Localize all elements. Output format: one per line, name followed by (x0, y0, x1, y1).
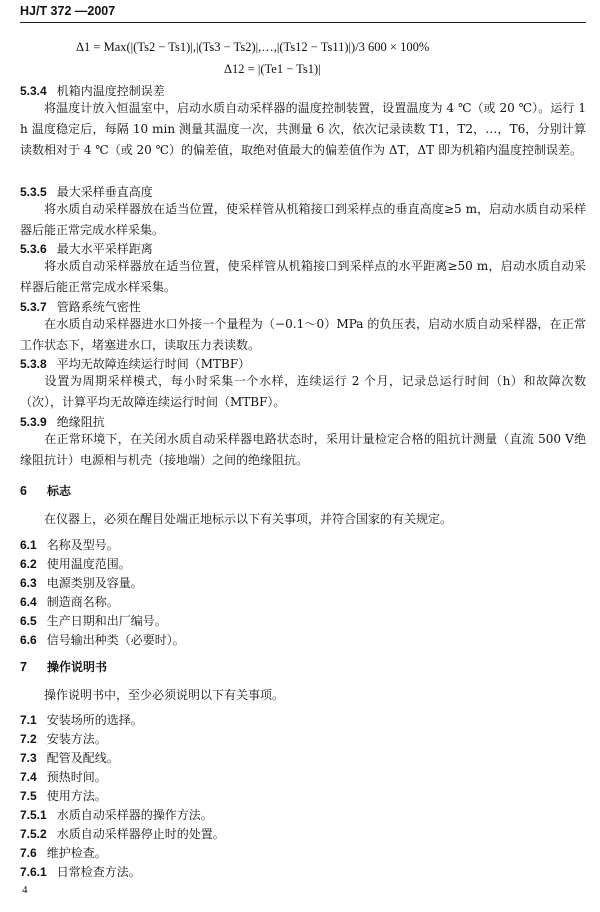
list-item-6-5 (20, 612, 167, 629)
paragraph-text: 在水质自动采样器进水口外接一个量程为（−0.1～0）MPa 的负压表，启动水质自动采样器，在正常工作状态下，堵塞进水口，读取压力表读数。 (20, 317, 586, 352)
document-id: HJ/T 372 —2007 (20, 4, 116, 18)
item-text: 维护检查。 (46, 846, 107, 860)
paragraph-5-3-4 (20, 98, 586, 161)
section-number: 5.3.5 (20, 185, 47, 199)
item-text: 使用温度范围。 (46, 557, 131, 571)
list-item-7-3 (20, 749, 119, 766)
paragraph-5-3-9 (20, 429, 586, 471)
section-heading-5-3-7 (20, 298, 141, 315)
item-text: 水质自动采样器停止时的处置。 (56, 827, 225, 841)
section-title: 最大采样垂直高度 (56, 185, 153, 199)
section-heading-5-3-8 (20, 355, 250, 372)
item-text: 使用方法。 (46, 789, 107, 803)
list-item-6-1 (20, 536, 119, 553)
paragraph-5-3-7 (20, 314, 586, 356)
item-text: 日常检查方法。 (56, 865, 141, 879)
list-item-7-4 (20, 768, 107, 785)
item-text: 安装方法。 (46, 732, 107, 746)
item-text: 信号输出种类（必要时）。 (46, 633, 185, 647)
item-text: 制造商名称。 (46, 595, 119, 609)
item-number: 7.3 (20, 751, 37, 765)
section-title: 管路系统气密性 (56, 300, 141, 314)
paragraph-6-intro (20, 509, 586, 530)
formula-delta1: Δ1 = Max(|(Ts2 − Ts1)|,|(Ts3 − Ts2)|,…,|(Ts12 − Ts11)|)/3 600 × 100% (76, 40, 430, 54)
item-number: 7.4 (20, 770, 37, 784)
paragraph-text: 将水质自动采样器放在适当位置，使采样管从机箱接口到采样点的水平距离≥50 m，启动水质自动采样器后能正常完成水样采集。 (20, 259, 586, 294)
list-item-7-6 (20, 844, 107, 861)
section-heading-6 (20, 482, 71, 499)
section-title: 平均无故障连续运行时间（MTBF） (56, 357, 251, 371)
item-number: 6.5 (20, 614, 37, 628)
section-number: 5.3.9 (20, 415, 47, 429)
paragraph-text: 将温度计放入恒温室中，启动水质自动采样器的温度控制装置，设置温度为 4 ℃（或 20 ℃）。运行 1 h 温度稳定后，每隔 10 min 测量其温度一次，共测量 6 次，依次记录读数 T1，T2，…，T6，分别计算读数相对于 4 ℃（或 20 ℃）的偏差值，取绝对值最大的偏差值作为 ΔT，ΔT 即为机箱内温度控制误差。 (20, 101, 586, 157)
list-item-7-5 (20, 787, 107, 804)
item-text: 安装场所的选择。 (46, 713, 143, 727)
section-title: 绝缘阻抗 (56, 415, 105, 429)
section-number: 6 (20, 484, 27, 498)
list-item-6-3 (20, 574, 143, 591)
paragraph-text: 在正常环境下，在关闭水质自动采样器电路状态时，采用计量检定合格的阻抗计测量（直流 500 V绝缘阻抗计）电源相与机壳（接地端）之间的绝缘阻抗。 (20, 432, 586, 467)
paragraph-5-3-5 (20, 199, 586, 241)
header-rule (20, 22, 586, 23)
section-number: 5.3.8 (20, 357, 47, 371)
paragraph-text: 在仪器上，必须在醒目处端正地标示以下有关事项，并符合国家的有关规定。 (44, 512, 453, 526)
section-heading-5-3-5 (20, 183, 153, 200)
item-text: 配管及配线。 (46, 751, 119, 765)
section-number: 7 (20, 660, 27, 674)
list-item-7-5-1 (20, 806, 213, 823)
paragraph-7-intro (20, 685, 586, 706)
formula-delta12: Δ12 = |(Te1 − Ts1)| (224, 62, 321, 76)
paragraph-5-3-6 (20, 256, 586, 298)
item-number: 7.5.1 (20, 808, 47, 822)
item-number: 6.1 (20, 538, 37, 552)
list-item-7-2 (20, 730, 107, 747)
item-number: 6.3 (20, 576, 37, 590)
item-number: 6.4 (20, 595, 37, 609)
item-number: 7.2 (20, 732, 37, 746)
list-item-6-2 (20, 555, 131, 572)
item-text: 水质自动采样器的操作方法。 (56, 808, 213, 822)
section-title: 操作说明书 (46, 660, 107, 674)
section-number: 5.3.7 (20, 300, 47, 314)
item-text: 电源类别及容量。 (46, 576, 143, 590)
list-item-7-6-1 (20, 863, 141, 880)
list-item-7-5-2 (20, 825, 225, 842)
list-item-6-4 (20, 593, 119, 610)
paragraph-text: 操作说明书中，至少必须说明以下有关事项。 (44, 688, 285, 702)
section-title: 最大水平采样距离 (56, 242, 153, 256)
section-title: 标志 (46, 484, 71, 498)
section-heading-7 (20, 658, 107, 675)
list-item-7-1 (20, 711, 143, 728)
item-number: 6.2 (20, 557, 37, 571)
section-heading-5-3-9 (20, 413, 105, 430)
paragraph-text: 将水质自动采样器放在适当位置，使采样管从机箱接口到采样点的垂直高度≥5 m，启动水质自动采样器后能正常完成水样采集。 (20, 202, 586, 237)
page-number: 4 (22, 884, 28, 896)
list-item-6-6 (20, 631, 185, 648)
section-number: 5.3.4 (20, 84, 47, 98)
section-heading-5-3-4 (20, 82, 165, 99)
item-number: 6.6 (20, 633, 37, 647)
item-text: 名称及型号。 (46, 538, 119, 552)
section-heading-5-3-6 (20, 240, 153, 257)
section-number: 5.3.6 (20, 242, 47, 256)
item-number: 7.1 (20, 713, 37, 727)
section-title: 机箱内温度控制误差 (56, 84, 165, 98)
paragraph-text: 设置为周期采样模式，每小时采集一个水样，连续运行 2 个月，记录总运行时间（h）和故障次数（次），计算平均无故障连续运行时间（MTBF）。 (20, 374, 586, 409)
item-number: 7.5.2 (20, 827, 47, 841)
item-number: 7.6 (20, 846, 37, 860)
item-text: 预热时间。 (46, 770, 107, 784)
paragraph-5-3-8 (20, 371, 586, 413)
item-text: 生产日期和出厂编号。 (46, 614, 167, 628)
item-number: 7.5 (20, 789, 37, 803)
item-number: 7.6.1 (20, 865, 47, 879)
